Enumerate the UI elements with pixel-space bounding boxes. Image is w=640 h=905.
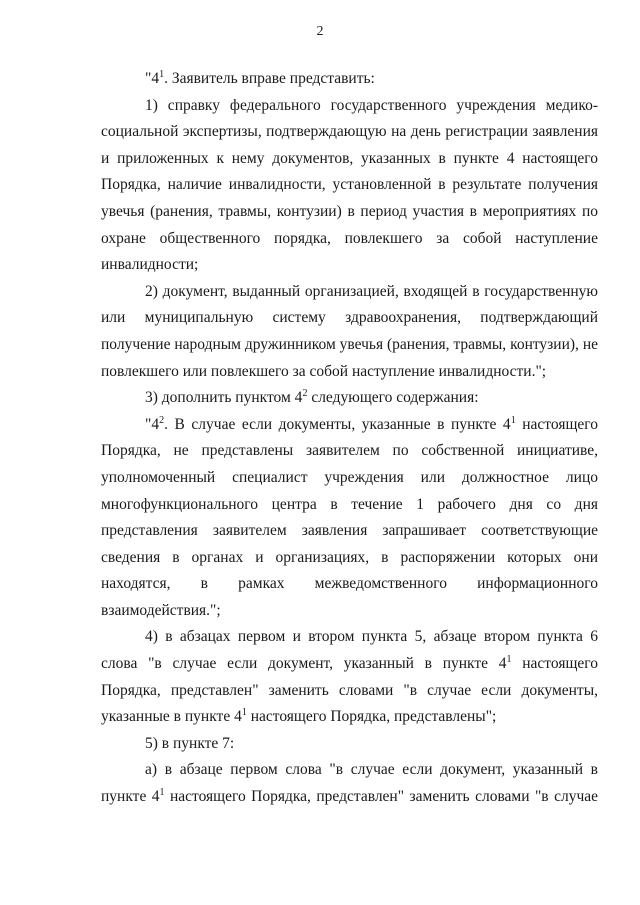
- text-run: 2) документ, выданный организацией, входящей в государственную или муниципальную систему здравоохранения, подтверждающий получение народным дружинником увечья (ранения, травмы, контузии), не повлекшего или повлекшего за собой наступление инвалидности.";: [101, 282, 598, 380]
- superscript: 1: [241, 707, 247, 719]
- text-run: 4) в абзацах первом и втором пункта 5, абзаце втором пункта 6 слова "в случае если документ, указанный в пункте 4: [101, 628, 598, 673]
- text-run: следующего содержания:: [307, 389, 479, 407]
- paragraph-4-1-heading: [101, 66, 598, 93]
- text-run: 1) справку федерального государственного учреждения медико-социальной экспертизы, подтверждающую на день регистрации заявления и приложенных к нему документов, указанных в пункте 4 настоящего Порядка, наличие инвалидности, установленной в результате получения увечья (ранения, травмы, контузии) в период участия в мероприятиях по охране общественного порядка, повлекшего за собой наступление инвалидности;: [101, 96, 598, 274]
- text-run: . В случае если документы, указанные в пункте 4: [164, 415, 511, 433]
- text-run: 3) дополнить пунктом 4: [145, 389, 303, 407]
- text-run: настоящего Порядка, не представлены заявителем по собственной инициативе, уполномоченный специалист учреждения или должностное лицо многофункционального центра в течение 1 рабочего дня со дня представления заявителем заявления запрашивает соответствующие сведения в органах и организациях, в распоряжении которых они находятся, в рамках межведомственного информационного взаимодействия.";: [101, 415, 599, 619]
- paragraph-item-1: [101, 93, 598, 279]
- paragraph-item-2: [101, 279, 598, 385]
- document-body: [101, 66, 598, 811]
- superscript: 1: [159, 68, 165, 80]
- paragraph-item-5: [101, 731, 598, 758]
- paragraph-4-2: [101, 412, 598, 625]
- paragraph-item-5-a: [101, 757, 598, 810]
- paragraph-item-4: [101, 624, 598, 730]
- page-number: 2: [316, 24, 324, 39]
- text-run: настоящего Порядка, представлен" заменить словами "в случае если документы, указанные в пункте 4: [101, 655, 598, 726]
- text-run: . Заявитель вправе представить:: [164, 70, 375, 87]
- text-run: настоящего Порядка, представлены";: [246, 708, 497, 726]
- superscript: 2: [159, 414, 165, 426]
- text-run: "4: [145, 415, 160, 433]
- superscript: 1: [506, 653, 512, 665]
- superscript: 2: [302, 387, 308, 399]
- text-run: настоящего Порядка, представлен" заменить словами "в случае: [164, 788, 598, 806]
- superscript: 1: [159, 786, 165, 798]
- text-run: 5) в пункте 7:: [145, 734, 235, 752]
- superscript: 1: [510, 414, 516, 426]
- paragraph-item-3: [101, 385, 598, 412]
- text-run: "4: [145, 70, 160, 87]
- text-run: а) в абзаце первом слова "в случае если документ, указанный в пункте 4: [101, 761, 598, 806]
